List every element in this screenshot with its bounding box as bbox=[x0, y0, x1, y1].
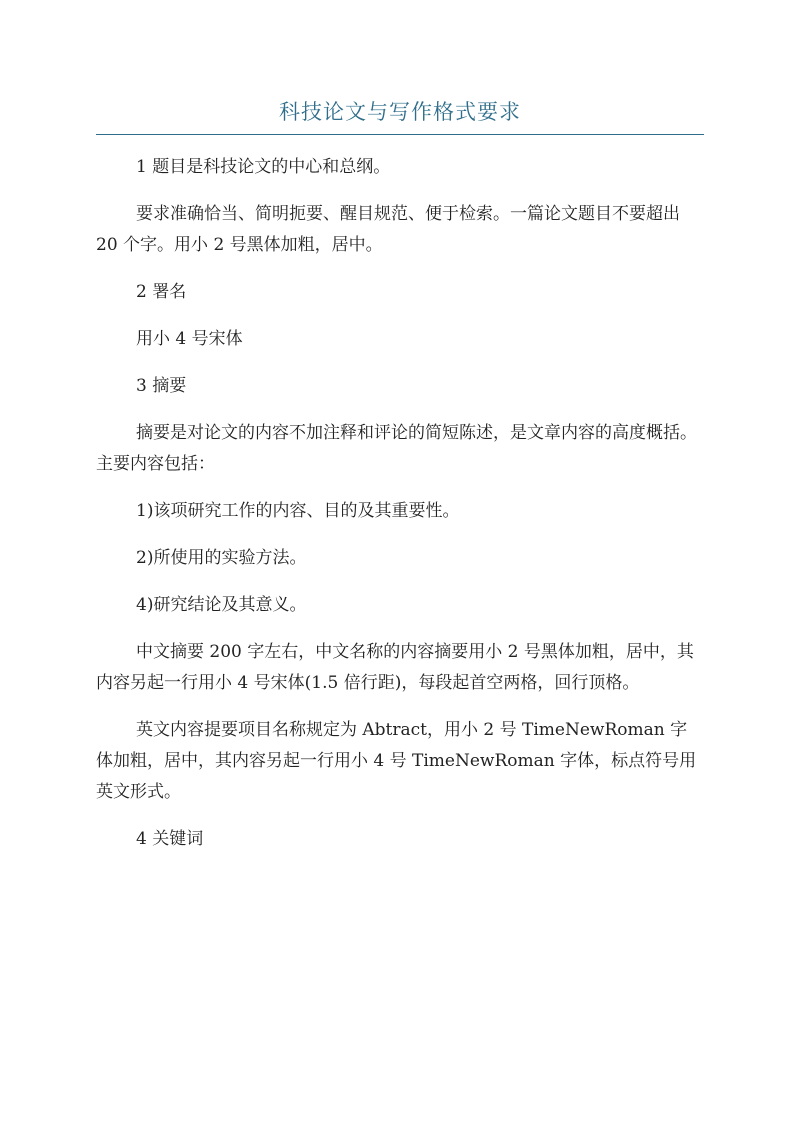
document-title: 科技论文与写作格式要求 bbox=[279, 100, 521, 124]
paragraph-4: 用小 4 号宋体 bbox=[136, 329, 243, 349]
paragraph-5: 3 摘要 bbox=[136, 376, 187, 396]
paragraph-1: 1 题目是科技论文的中心和总纲。 bbox=[136, 157, 391, 177]
paragraph-6: 摘要是对论文的内容不加注释和评论的简短陈述，是文章内容的高度概括。主要内容包括： bbox=[96, 423, 697, 474]
paragraph-8: 2)所使用的实验方法。 bbox=[136, 548, 307, 568]
paragraph-9: 4)研究结论及其意义。 bbox=[136, 595, 307, 615]
paragraph-2: 要求准确恰当、简明扼要、醒目规范、便于检索。一篇论文题目不要超出 20 个字。用小 2 号黑体加粗，居中。 bbox=[96, 204, 686, 255]
title-divider bbox=[96, 134, 704, 135]
paragraph-10: 中文摘要 200 字左右，中文名称的内容摘要用小 2 号黑体加粗，居中，其内容另起一行用小 4 号宋体(1.5 倍行距)，每段起首空两格，回行顶格。 bbox=[96, 642, 694, 693]
paragraph-12: 4 关键词 bbox=[136, 829, 204, 849]
paragraph-3: 2 署名 bbox=[136, 282, 187, 302]
document-body bbox=[96, 152, 704, 871]
paragraph-11: 英文内容提要项目名称规定为 Abtract，用小 2 号 TimeNewRoman 字体加粗，居中，其内容另起一行用小 4 号 TimeNewRoman 字体，标点符号用英文形式。 bbox=[96, 720, 697, 802]
paragraph-7: 1)该项研究工作的内容、目的及其重要性。 bbox=[136, 501, 460, 521]
